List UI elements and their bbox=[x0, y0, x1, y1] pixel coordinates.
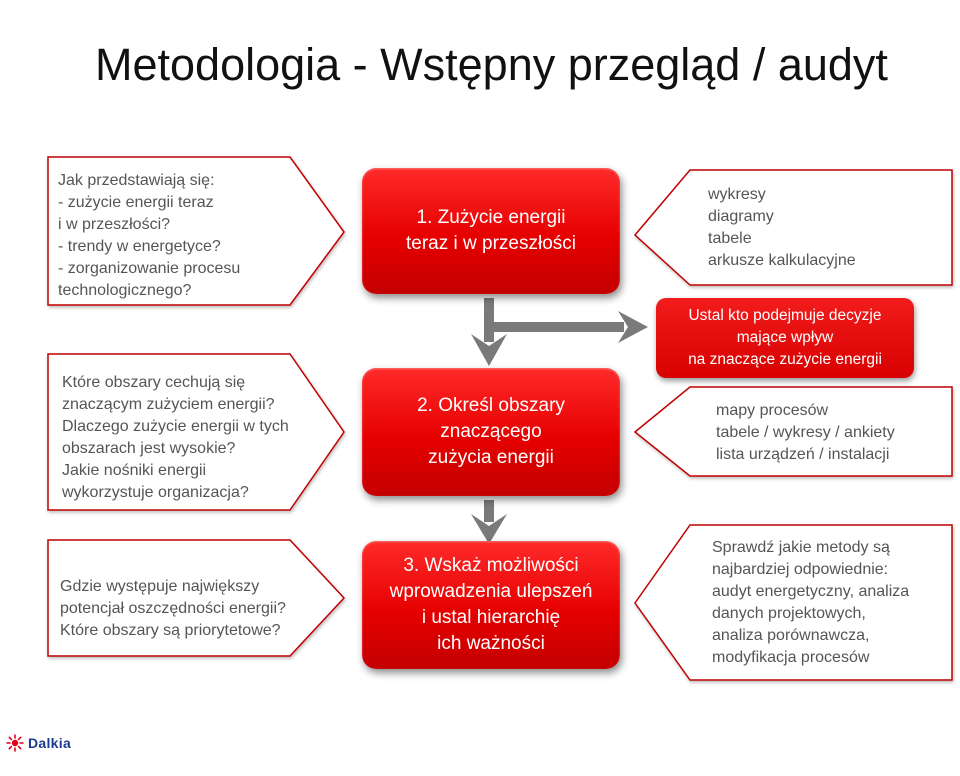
decision-box: Ustal kto podejmuje decyzje mające wpływ na znaczące zużycie energii bbox=[656, 298, 914, 378]
tools-text-3: Sprawdź jakie metody są najbardziej odpowiednie: audyt energetyczny, analiza danych projektowych, analiza porównawcza, modyfikacja procesów bbox=[712, 539, 910, 666]
arrow-branch-shaft bbox=[494, 322, 624, 332]
step-2-box: 2. Określ obszary znaczącego zużycia energii bbox=[362, 368, 620, 496]
arrow-down-2-shaft bbox=[484, 500, 494, 522]
tools-text-1: wykresy diagramy tabele arkusze kalkulacyjne bbox=[708, 186, 856, 269]
step-3-box: 3. Wskaż możliwości wprowadzenia ulepszeń i ustal hierarchię ich ważności bbox=[362, 541, 620, 669]
arrow-down-1-shaft bbox=[484, 298, 494, 342]
dalkia-logo-text: Dalkia bbox=[28, 735, 72, 751]
question-text-2: Które obszary cechują się znaczącym zużyciem energii? Dlaczego zużycie energii w tych obszarach jest wysokie? Jakie nośniki energii wykorzystuje organizacja? bbox=[62, 374, 289, 501]
dalkia-logo bbox=[6, 733, 71, 753]
dalkia-logo-icon bbox=[6, 734, 24, 752]
question-text-1: Jak przedstawiają się: - zużycie energii teraz i w przeszłości? - trendy w energetyce? - zorganizowanie procesu technologicznego? bbox=[58, 172, 241, 299]
tools-text-2: mapy procesów tabele / wykresy / ankiety lista urządzeń / instalacji bbox=[716, 402, 895, 463]
page-title: Metodologia - Wstępny przegląd / audyt bbox=[95, 39, 888, 90]
step-1-box: 1. Zużycie energii teraz i w przeszłości bbox=[362, 168, 620, 294]
question-text-3: Gdzie występuje największy potencjał oszczędności energii? Które obszary są priorytetowe? bbox=[60, 578, 286, 639]
